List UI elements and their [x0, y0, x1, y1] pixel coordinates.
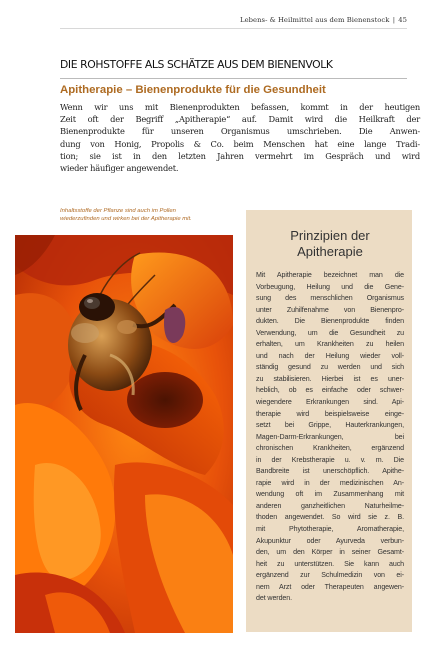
header-separator: | [392, 16, 396, 24]
sidebar-line: heblich, ob es einfache oder schwer- [256, 386, 404, 395]
sidebar-line: nem Arzt oder Therapeuten angewen- [256, 582, 404, 591]
intro-line: tion; sie ist in den letzten Jahren vermehrt im Gespräch und wird [60, 150, 420, 161]
sidebar-line: Akupunktur oder Ayurveda verbun- [256, 536, 404, 545]
bee-poppy-illustration [15, 235, 233, 633]
bee-poppy-photo [15, 235, 233, 633]
sidebar-box [246, 210, 412, 632]
sidebar-line: sung des menschlichen Organismus [256, 294, 404, 303]
sidebar-title-line: Prinzipien der [290, 228, 370, 243]
sidebar-line: Bandbreite ist unerschöpflich. Apithe- [256, 467, 404, 476]
sidebar-line: unter Zuhilfenahme von Bienenpro- [256, 305, 404, 314]
heading-rule [60, 78, 407, 79]
intro-line: Zeit oft der Begriff „Apitherapie“ auf. Damit wird die Heilkraft der [60, 114, 420, 125]
intro-line: dung von Honig, Propolis & Co. beim Menschen hat eine lange Tradi- [60, 138, 420, 149]
sidebar-line: Mit Apitherapie bezeichnet man die [256, 271, 404, 279]
sidebar-line: zu stabilisieren. Hierbei ist es uner- [256, 374, 404, 383]
intro-paragraph [60, 101, 420, 174]
caption-line: wiederzufinden und wirken bei der Apitherapie mit. [60, 216, 192, 223]
sidebar-line: und nach der Heilung wieder voll- [256, 351, 404, 360]
sidebar-line: thoden angewendet. So wird sie z. B. [256, 513, 404, 522]
section-subheading: Apitherapie – Bienenprodukte für die Gesundheit [60, 84, 326, 96]
sidebar-line: in der Krebstherapie u. v. m. Die [256, 455, 404, 464]
sidebar-line: dukten. Die Bienenprodukte finden [256, 317, 404, 326]
figure-caption [60, 207, 250, 223]
sidebar-line: ständig gesund zu werden und sich [256, 363, 404, 372]
running-title: Lebens- & Heilmittel aus dem Bienenstock [240, 16, 390, 24]
sidebar-line: heit zu unterstützen. Sie kann auch [256, 559, 404, 568]
sidebar-line: therapie wird beispielsweise einge- [256, 409, 404, 418]
header-rule [60, 28, 407, 29]
sidebar-body [256, 270, 404, 605]
sidebar-line: erhalten, um Krankheiten zu heilen [256, 340, 404, 349]
sidebar-line: den, um den Körper in seiner Gesamt- [256, 548, 404, 557]
caption-line: Inhaltsstoffe der Pflanze sind auch im Pollen [60, 208, 176, 214]
sidebar-line: rapie wird in der medizinischen An- [256, 478, 404, 487]
sidebar-title-line: Apitherapie [297, 244, 363, 259]
sidebar-line: wendung oft im Zusammenhang mit [256, 490, 404, 499]
sidebar-line: setzt bei Grippe, Hauterkrankungen, [256, 421, 404, 430]
sidebar-line: mit Phytotherapie, Aromatherapie, [256, 525, 404, 534]
sidebar-line: Magen-Darm-Erkrankungen, bei [256, 432, 404, 441]
sidebar-title [256, 228, 404, 260]
intro-line: wieder häufiger angewendet. [60, 163, 179, 174]
sidebar-line: Verwendung, um die Gesundheit zu [256, 328, 404, 337]
running-header [240, 16, 407, 24]
sidebar-line: wiegendere Erkrankungen sind. Api- [256, 398, 404, 407]
sidebar-line: Vorbeugung, Heilung und die Gene- [256, 282, 404, 291]
sidebar-line: anderen ganzheitlichen Naturheilme- [256, 501, 404, 510]
section-heading: DIE ROHSTOFFE ALS SCHÄTZE AUS DEM BIENENVOLK [60, 58, 333, 71]
intro-line: Bienenprodukte für unseren Organismus umschrieben. Die Anwen- [60, 126, 420, 137]
sidebar-line: det werden. [256, 594, 292, 603]
intro-line: Wenn wir uns mit Bienenprodukten befassen, kommt in der heutigen [60, 102, 420, 112]
sidebar-line: ergänzend zur Schulmedizin von ei- [256, 571, 404, 580]
sidebar-line: chronischen Krankheiten, ergänzend [256, 444, 404, 453]
page-number: 45 [398, 16, 407, 24]
